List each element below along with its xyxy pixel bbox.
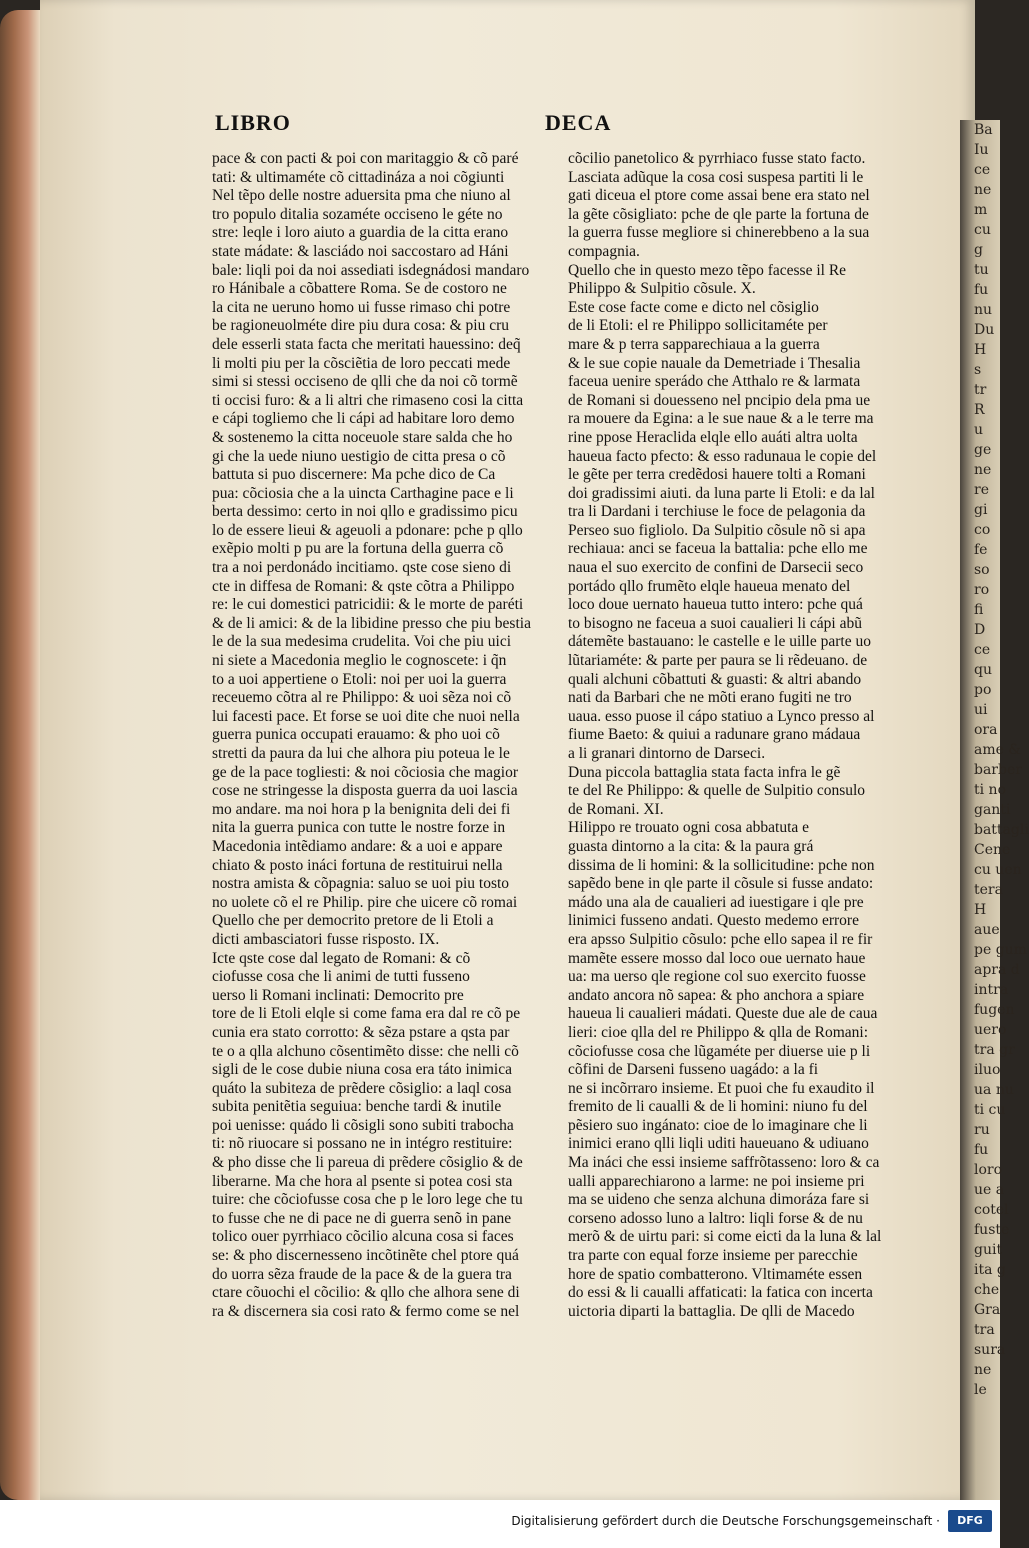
edge-fragment: guit [974,1242,1003,1258]
book-page-edges [0,10,40,1500]
edge-fragment: qu [974,662,992,678]
text-line: cose ne stringesse la disposta guerra da uoi lascia [212,782,518,800]
text-column-right [568,150,920,1321]
text-line: era apsso Sulpitio cõsulo: pche ello sapea il re fir [568,930,873,948]
edge-fragment: R [974,402,985,418]
edge-fragment: D [974,622,986,638]
text-line: ualli apparechiarono a larme: ne poi insieme pri [568,1172,865,1190]
edge-fragment: fugen [974,1002,1015,1018]
text-line: tra li Dardani i terchiuse le foce de pelagonia da [568,503,866,521]
text-line: gi che la uede niuno uestigio de citta presa o cõ [212,447,506,465]
text-line: poi uenisse: quádo li cõsigli sono subiti trabocha [212,1116,514,1134]
text-line: tra a noi perdonádo incitiamo. qste cose sieno di [212,559,512,577]
footer-bar [0,1500,1000,1548]
edge-fragment: cotel [974,1202,1009,1218]
text-line: corseno adosso luno a laltro: liqli forse & de nu [568,1209,863,1227]
text-line: no uolete cõ el re Philip. pire che uicere cõ romai [212,893,518,911]
text-line: le de la sua medesima crudelita. Voi che piu uici [212,633,512,651]
edge-fragment: Iu [974,142,989,158]
text-line: Perseo suo figliolo. Da Sulpitio cõsule nõ si apa [568,521,866,539]
text-line: tuire: che cõciofusse cosa che p le loro lege che tu [212,1191,523,1209]
edge-fragment: u [974,422,984,438]
text-line: ni siete a Macedonia meglio le cognoscete: i q̃n [212,652,507,670]
edge-fragment: iluo [974,1062,1001,1078]
edge-fragment: fu [974,282,989,298]
text-line: de Romani si douesseno nel pncipio dela pma ue [568,391,871,409]
edge-fragment: pe gum [974,942,1027,958]
edge-fragment: H [974,902,987,918]
dfg-logo: DFG [948,1510,992,1532]
text-line: Hilippo re trouato ogni cosa abbatuta e [568,819,810,837]
text-line: do uorra sẽza fraude de la pace & de la guera tra [212,1265,512,1283]
text-line: cte in diffesa de Romani: & qste cõtra a Philippo [212,577,515,595]
edge-fragment: g [974,242,983,258]
edge-fragment: m [974,202,988,218]
text-line: nati da Barbari che ne mõti erano fugiti ne tro [568,689,852,707]
text-line: faceua uenire sperádo che Atthalo re & larmata [568,373,861,391]
text-line: mo andare. ma noi hora p la benignita deli dei fi [212,800,511,818]
text-line: cõcilio panetolico & pyrrhiaco fusse stato facto. [568,150,866,167]
edge-fragment: H [974,342,987,358]
text-line: linimici fusseno andati. Questo medemo errore [568,912,859,930]
text-line: lui facesti pace. Et forse se uoi dite che nuoi nella [212,707,520,725]
edge-fragment: ti cu [974,1102,1006,1118]
edge-fragment: ora [974,722,998,738]
edge-fragment: gi [974,502,988,518]
text-line: nita la guerra punica con tutte le nostre forze in [212,819,506,837]
text-line: e cápi togliemo che li cápi ad habitare loro demo [212,410,515,428]
text-line: cõciofusse cosa che lũgaméte per diuerse uie p li [568,1042,871,1060]
next-page-edge [960,120,1029,1520]
text-line: tolico ouer pyrrhiaco cõcilio alcuna cosa si faces [212,1228,514,1246]
text-line: ti: nõ riuocare si possano ne in intégro restituire: [212,1135,513,1153]
edge-fragment: ne [974,462,992,478]
edge-fragment: Du [974,322,995,338]
edge-fragment: ce [974,642,991,658]
text-line: & pho disse che li pareua di prẽdere cõsiglio & de [212,1154,523,1172]
text-line: Quello che in questo mezo tẽpo facesse il Re [568,261,847,279]
edge-fragment: re [974,482,989,498]
text-line: tra parte con equal forze insieme per parecchie [568,1247,858,1265]
text-line: Nel tẽpo delle nostre aduersita pma che niuno al [212,187,511,205]
text-line: lũtariaméte: & parte per paura se li rẽdeuano. de [568,652,868,670]
text-line: la cita ne ueruno homo ui fusse rimaso chi potre [212,298,511,316]
text-line: Duna piccola battaglia stata facta infra le gẽ [568,763,841,781]
text-line: & le sue copie nauale da Demetriade i Thesalia [568,354,861,372]
text-line: quali alchuni cõbattuti & guasti: & altri abando [568,670,862,688]
text-line: te del Re Philippo: & quelle de Sulpitio consulo [568,782,866,800]
text-line: to bisogno ne faceua a suoi caualieri li cápi abũ [568,614,862,632]
text-line: do essi & li caualli affaticati: la fatica con incerta [568,1284,873,1302]
text-line: Philippo & Sulpitio cõsule. X. [568,280,756,298]
edge-fragment: ro [974,582,990,598]
text-line: Macedonia intẽdiamo andare: & a uoi e appare [212,837,503,855]
text-line: dicti ambasciatori fusse risposto. IX. [212,930,440,948]
text-line: & de li amici: & de la libidine presso che piu bestia [212,614,531,632]
edge-fragment: tu [974,262,989,278]
text-line: tati: & ultimaméte cõ cittadináza a noi cõgiunti [212,168,505,186]
text-line: mare & p terra sapparechiaua a la guerra [568,335,820,353]
edge-fragment: fu [974,1142,989,1158]
edge-fragment: Gra [974,1302,1001,1318]
text-line: pua: cõciosia che a la uincta Carthagine pace e li [212,484,514,502]
text-line: sigli de le cose dubie niuna cosa era táto inimica [212,1061,512,1079]
text-line: receuemo cõtra al re Philippo: & uoi sẽza noi cõ [212,689,512,707]
edge-fragment: tra [974,1322,995,1338]
edge-fragment: ge [974,442,992,458]
running-header-left: LIBRO [215,110,291,135]
text-line: battuta si puo discernere: Ma pche dico de Ca [212,466,496,484]
text-line: inimici erano qlli liqli uditi haueuano & udiuano [568,1135,869,1153]
text-line: de Romani. XI. [568,800,664,818]
text-line: se: & pho discernesseno incõtinẽte chel ptore quá [212,1247,519,1265]
running-header-right: DECA [545,110,612,135]
edge-fragment: Ba [974,122,993,138]
edge-fragment: so [974,562,990,578]
text-line: Icte qste cose dal legato de Romani: & cõ [212,949,471,967]
text-line: mamẽte essere mosso dal loco oue uernato haue [568,949,866,967]
text-line: ra mouere da Egina: a le sue naue & a le terre ma [568,410,874,428]
edge-fragment: battagli [974,822,1029,838]
text-line: lo de essere lieui & ageuoli a pdonare: pche p qllo [212,521,523,539]
text-line: chiato & posto ináci fortuna de restituirui nella [212,856,503,874]
text-line: pẽsiero suo ingánato: cioe de lo imaginare che li [568,1116,868,1134]
text-line: ro Hánibale a cõbattere Roma. Se de costoro ne [212,280,507,298]
edge-fragment: intra [974,982,1009,998]
funding-credit: Digitalisierung gefördert durch die Deutsche Forschungsgemeinschaft · [511,1514,940,1528]
edge-fragment: le [974,1382,987,1398]
edge-fragment: co [974,522,991,538]
text-line: ra & discernera sia cosi rato & fermo come se nel [212,1302,520,1320]
text-line: le gẽte per terra credẽdosi hauere tolti a Romani [568,466,866,484]
edge-fragment: tra gr [974,1042,1015,1058]
text-line: stretti da paura da lui che alhora piu poteua le le [212,745,510,762]
edge-fragment: loro [974,1162,1003,1178]
edge-fragment: ti no [974,782,1006,798]
edge-fragment: ne [974,182,992,198]
edge-fragment: ua nu [974,1082,1014,1098]
text-line: cunia era stato corrotto: & sẽza pstare a qsta par [212,1023,510,1041]
edge-fragment: fi [974,602,984,618]
edge-fragment: aue [974,922,1000,938]
text-line: haueua li caualieri mádati. Queste due ale de caua [568,1005,878,1023]
text-line: quáto la subiteza de prẽdere cõsiglio: a laql cosa [212,1079,512,1097]
text-line: to fusse che ne di pace ne di guerra senõ in pane [212,1209,512,1227]
text-line: sapẽdo bene in qle parte il cõsule si fusse andato: [568,875,874,893]
text-line: fremito de li caualli & de li homini: niuno fu del [568,1098,868,1116]
edge-fragment: sura [974,1342,1006,1358]
text-line: dissima de li homini: & la sollicitudine: pche non [568,856,875,874]
text-line: uictoria diparti la battaglia. De qlli de Macedo [568,1302,855,1320]
text-line: ti occisi furo: & a li altri che rimaseno cosi la citta [212,391,524,409]
text-line: guerra punica occupati erauamo: & pho uoi cõ [212,726,500,744]
text-line: pace & con pacti & poi con maritaggio & cõ paré [212,150,519,167]
edge-fragment: cu uen [974,862,1022,878]
text-line: de li Etoli: el re Philippo sollicitaméte per [568,317,828,335]
text-line: tore de li Etoli elqle si come fama era dal re cõ pe [212,1005,521,1023]
text-line: ciofusse cosa che li animi de tutti fusseno [212,968,470,986]
edge-fragment: fuste [974,1222,1010,1238]
text-line: la guerra fusse megliore si chinerebbeno a la sua [568,224,870,242]
text-line: guasta dintorno a la cita: & la paura grá [568,837,814,855]
text-line: haueua facto pfecto: & esso radunaua le copie del [568,447,877,465]
edge-fragment: s [974,362,982,378]
edge-fragment: barber [974,762,1022,778]
text-line: gati diceua el ptore come assai bene era stato nel [568,187,870,205]
edge-fragment: tr [974,382,987,398]
edge-fragment: che [974,1282,1000,1298]
text-line: liberarne. Ma che hora al psente si potea cosi sta [212,1172,513,1190]
edge-fragment: apra d [974,962,1020,978]
text-line: rine ppose Heraclida elqle ello auáti altra uolta [568,428,858,446]
text-line: ma se uideno che senza alchuna dimoráza fare si [568,1191,870,1209]
edge-fragment: fe [974,542,988,558]
text-line: re: le cui domestici patricidii: & le morte de paréti [212,596,524,614]
text-line: exẽpio molti p pu are la fortuna della guerra cõ [212,540,504,558]
text-line: compagnia. [568,242,640,260]
text-line: & sostenemo la citta noceuole stare salda che ho [212,428,513,446]
text-line: ctare cõuochi el cõcilio: & qllo che alhora sene di [212,1284,520,1302]
text-line: ua: ma uerso qle regione col suo exercito fuosse [568,968,866,986]
text-line: andato ancora nõ sapea: & pho anchora a spiare [568,986,865,1004]
edge-fragment: nu [974,302,993,318]
text-line: fiume Baeto: & quiui a radunare grano mádaua [568,726,861,744]
text-line: Ma ináci che essi insieme saffrõtasseno: loro & ca [568,1154,880,1172]
edge-fragment: ame & [974,742,1021,758]
text-line: dátemẽte bastauano: le castelle e le uille parte uo [568,633,871,651]
text-line: Quello che per democrito pretore de li Etoli a [212,912,494,930]
text-line: li molti piu per la cõsciẽtia de loro peccati mede [212,354,511,372]
edge-fragment: ui [974,702,988,718]
text-line: mádo una ala de caualieri ad iuestigare i qle pre [568,893,864,911]
edge-fragment: cu [974,222,991,238]
edge-fragment: tera [974,882,1003,898]
text-line: subita penitẽtia seguiua: benche tardi & inutile [212,1098,502,1116]
edge-fragment: po [974,682,992,698]
edge-fragment: uero [974,1022,1007,1038]
text-line: berta dessimo: certo in noi qllo e gradissimo picu [212,503,518,521]
text-line: Lasciata adũque la cosa cosi suspesa partiti li le [568,168,864,186]
text-line: rechiaua: anci se faceua la battalia: pche ello me [568,540,868,558]
text-line: a li granari dintorno de Darseci. [568,745,766,762]
text-line: te o a qlla alchuno cõsentimẽto disse: che nelli cõ [212,1042,519,1060]
text-line: hore de spatio combatterono. Vltimaméte essen [568,1265,863,1283]
edge-fragment: ce [974,162,991,178]
text-line: la gẽte cõsigliato: pche de qle parte la fortuna de [568,205,869,223]
text-line: ge de la pace togliesti: & noi cõciosia che magior [212,763,519,781]
text-line: loco doue uernato haueua tutto intero: pche quá [568,596,863,614]
edge-fragment: ru [974,1122,990,1138]
text-line: doi gradissimi aiuti. da luna parte li Etoli: e da lal [568,484,875,502]
text-line: nostra amista & cõpagnia: saluo se uoi piu tosto [212,875,510,893]
text-line: lieri: cioe qlla del re Philippo & qlla de Romani: [568,1023,869,1041]
text-line: merõ & de uirtu pari: si come eicti da la luna & lal [568,1228,882,1246]
text-line: Este cose facte come e dicto nel cõsiglio [568,298,819,316]
text-column-left [212,150,552,1321]
text-line: naua el suo exercito de confini de Darsecii seco [568,559,864,577]
text-line: portádo qllo frumẽto elqle haueua menato del [568,577,851,595]
text-line: to a uoi appertiene o Etoli: noi per uoi la guerra [212,670,507,688]
text-line: stre: leqle i loro aiuto a guardia de la citta erano [212,224,509,242]
text-line: uaua. esso puose il cápo statiuo a Lynco presso al [568,707,875,725]
edge-fragment: ita g [974,1262,1006,1278]
edge-fragment: ganti [974,802,1011,818]
text-line: simi si stessi occiseno de qlli che da noi cõ tormẽ [212,373,518,391]
text-line: be ragioneuolméte dire piu dura cosa: & piu cru [212,317,509,335]
text-line: cõfini de Darseni fusseno uagádo: a la fi [568,1061,819,1079]
edge-fragment: Cene [974,842,1011,858]
text-line: uerso li Romani inclinati: Democrito pre [212,986,464,1004]
text-line: tro populo ditalia sozaméte occiseno le géte no [212,205,503,223]
text-line: bale: liqli poi da noi assediati isdegnádosi mandaro [212,261,530,279]
text-line: dele esserli stata facta che meritati hauessino: deq̃ [212,335,521,353]
edge-fragment: ne [974,1362,992,1378]
text-line: state mádate: & lasciádo noi saccostaro ad Háni [212,242,509,260]
text-line: ne si incõrraro insieme. Et puoi che fu exaudito il [568,1079,875,1097]
edge-fragment: ue a [974,1182,1005,1198]
